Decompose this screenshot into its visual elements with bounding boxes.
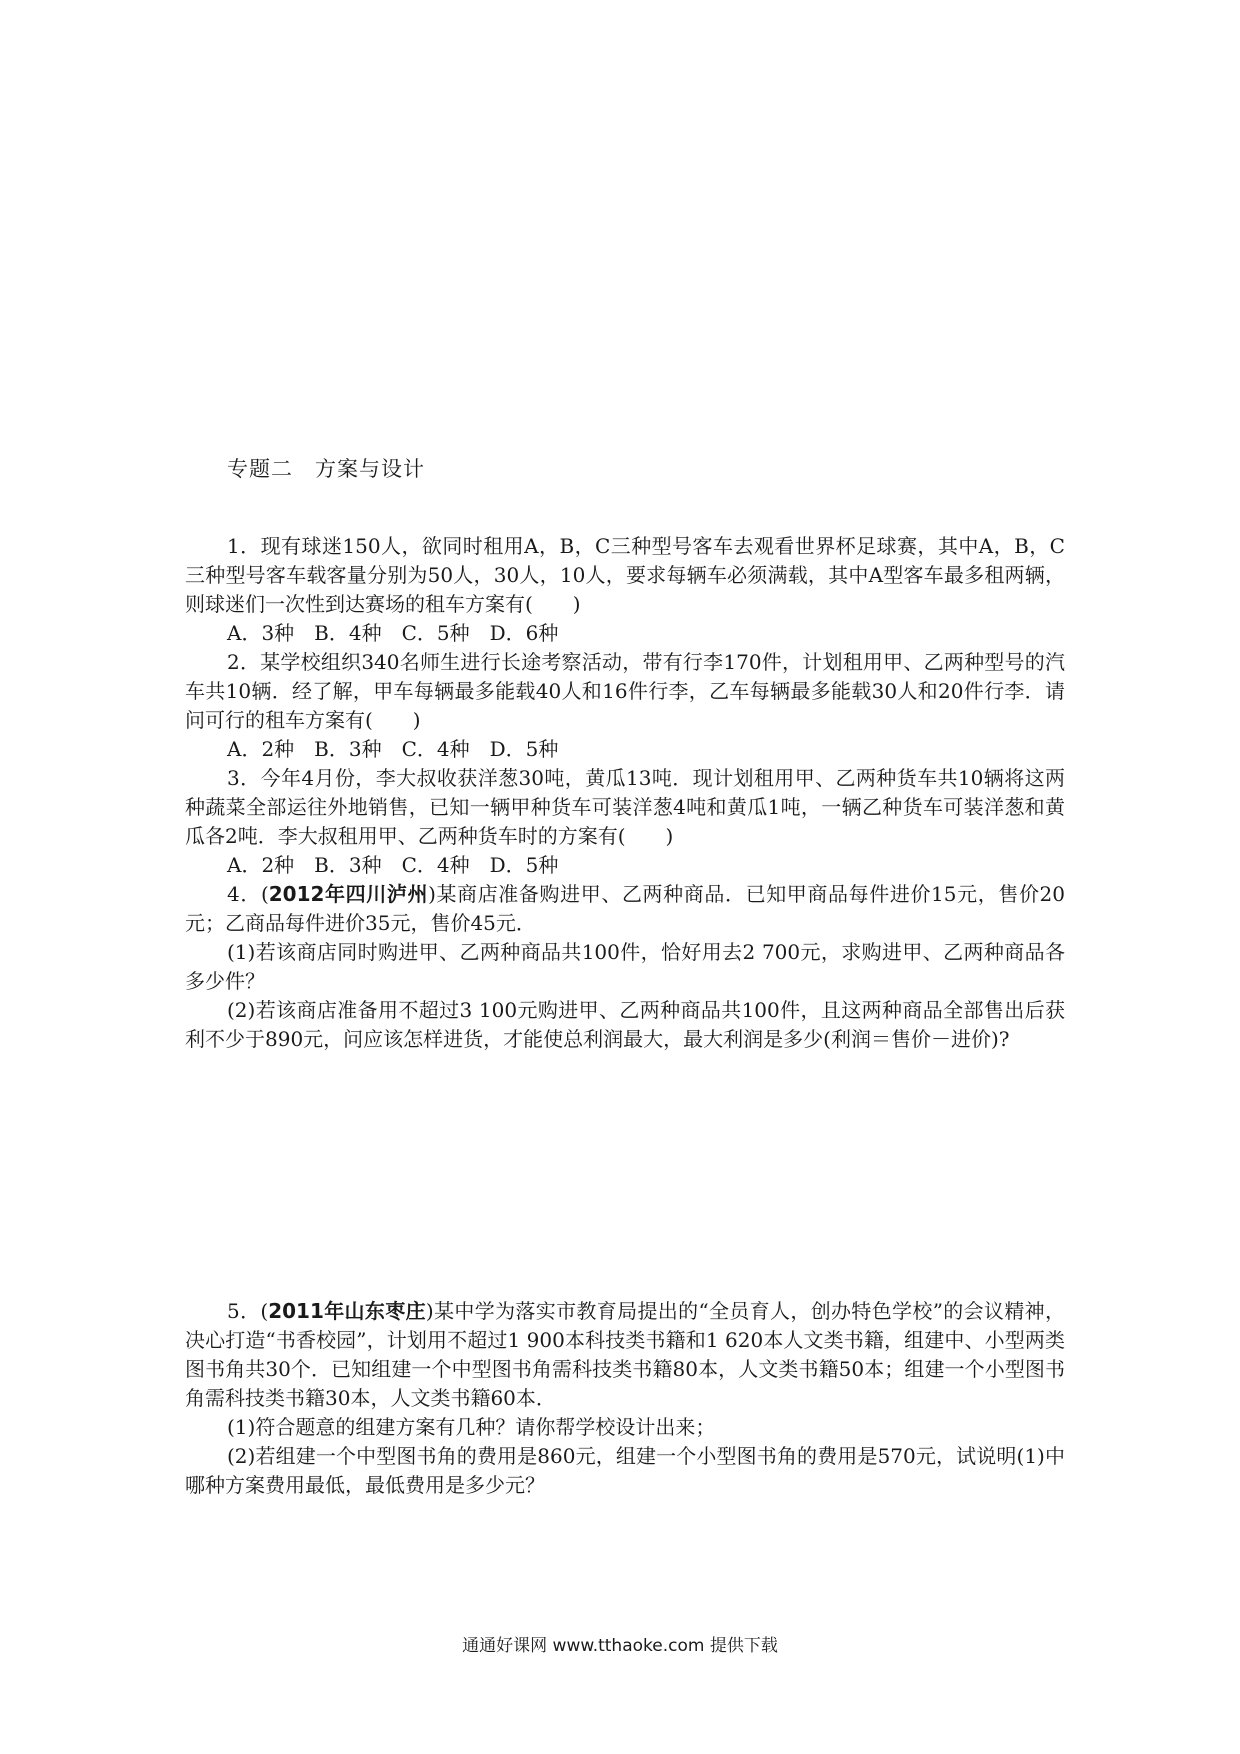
question-5-text: )某中学为落实市教育局提出的“全员育人，创办特色学校”的会议精神，决心打造“书香校园”，计划用不超过1 900本科技类书籍和1 620本人文类书籍，组建中、小型两类图书角共30个．已知组建一个中型图书角需科技类书籍80本，人文类书籍50本；组建一个小型图书角需科技类书籍30本，人文类书籍60本． <box>185 1299 1065 1410</box>
question-4-prefix: 4．( <box>227 882 269 906</box>
footer-text: 通通好课网 www.tthaoke.com 提供下载 <box>462 1636 778 1656</box>
question-5-prefix: 5．( <box>227 1299 269 1323</box>
question-1-options: A．3种 B．4种 C．5种 D．6种 <box>227 621 559 645</box>
question-5-source: 2011年山东枣庄 <box>268 1299 426 1323</box>
question-1: 1．现有球迷150人，欲同时租用A，B，C三种型号客车去观看世界杯足球赛，其中A，B，C三种型号客车载客量分别为50人，30人，10人，要求每辆车必须满载，其中A型客车最多租两辆，则球迷们一次性到达赛场的租车方案有( ) <box>185 534 1065 616</box>
question-5-part-1: (1)符合题意的组建方案有几种？请你帮学校设计出来； <box>227 1415 716 1439</box>
questions-1-3 <box>185 532 1065 1054</box>
question-4 <box>185 880 1065 938</box>
question-5 <box>185 1297 1065 1413</box>
question-2: 2．某学校组织340名师生进行长途考察活动，带有行李170件，计划租用甲、乙两种型号的汽车共10辆．经了解，甲车每辆最多能载40人和16件行李，乙车每辆最多能载30人和20件行李．请问可行的租车方案有( ) <box>185 650 1065 732</box>
question-4-source: 2012年四川泸州 <box>268 882 429 906</box>
question-4-part-2: (2)若该商店准备用不超过3 100元购进甲、乙两种商品共100件，且这两种商品全部售出后获利不少于890元，问应该怎样进货，才能使总利润最大，最大利润是多少(利润＝售价－进价)? <box>185 998 1065 1051</box>
question-5-part-2: (2)若组建一个中型图书角的费用是860元，组建一个小型图书角的费用是570元，试说明(1)中哪种方案费用最低，最低费用是多少元？ <box>185 1444 1065 1497</box>
question-2-options: A．2种 B．3种 C．4种 D．5种 <box>227 737 559 761</box>
question-5-block <box>185 1297 1065 1500</box>
question-4-part-1: (1)若该商店同时购进甲、乙两种商品共100件，恰好用去2 700元，求购进甲、乙两种商品各多少件？ <box>185 940 1065 993</box>
question-4-text: )某商店准备购进甲、乙两种商品．已知甲商品每件进价15元，售价20元；乙商品每件进价35元，售价45元． <box>185 882 1065 935</box>
question-3: 3．今年4月份，李大叔收获洋葱30吨，黄瓜13吨．现计划租用甲、乙两种货车共10辆将这两种蔬菜全部运往外地销售，已知一辆甲种货车可装洋葱4吨和黄瓜1吨，一辆乙种货车可装洋葱和黄瓜各2吨．李大叔租用甲、乙两种货车时的方案有( ) <box>185 766 1065 848</box>
page-title: 专题二 方案与设计 <box>227 457 425 481</box>
question-3-options: A．2种 B．3种 C．4种 D．5种 <box>227 853 559 877</box>
